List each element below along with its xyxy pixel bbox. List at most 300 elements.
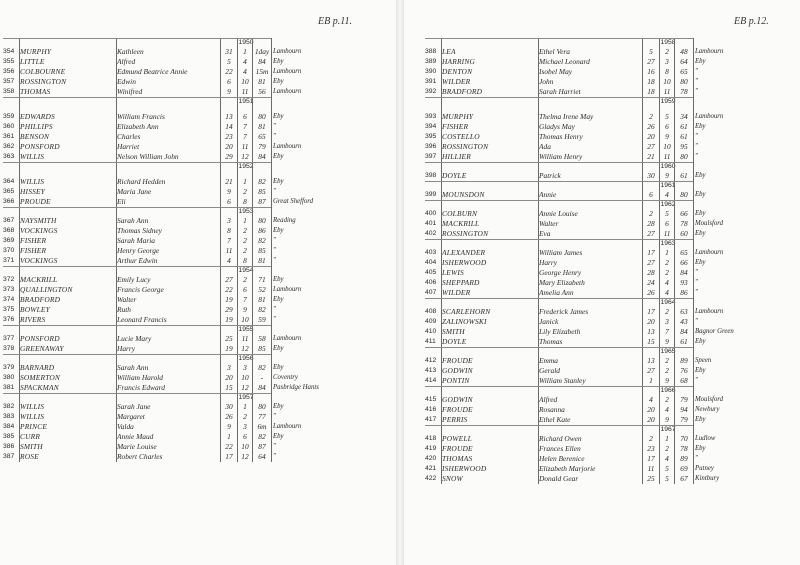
year-heading bbox=[425, 38, 745, 47]
entry-number: 394 bbox=[425, 123, 437, 130]
year-label: 1966 bbox=[660, 387, 676, 394]
entry-number: 357 bbox=[3, 78, 15, 85]
age-cell: 84 bbox=[680, 327, 688, 336]
surname-cell: ROSSINGTON bbox=[442, 142, 489, 151]
month-cell: 10 bbox=[241, 373, 249, 382]
surname-cell: SOMERTON bbox=[20, 373, 61, 382]
register-row bbox=[3, 373, 323, 383]
month-cell: 4 bbox=[665, 288, 669, 297]
entry-number: 374 bbox=[3, 296, 15, 303]
forenames-cell: Lucie Mary bbox=[117, 334, 152, 343]
forenames-cell: Nelson William John bbox=[117, 152, 179, 161]
month-cell: 4 bbox=[665, 190, 669, 199]
day-cell: 20 bbox=[225, 142, 233, 151]
age-cell: 60 bbox=[680, 229, 688, 238]
abode-cell: " bbox=[695, 289, 698, 296]
month-cell: 2 bbox=[665, 258, 669, 267]
abode-cell: Eby bbox=[273, 78, 284, 85]
day-cell: 25 bbox=[225, 334, 233, 343]
entry-number: 403 bbox=[425, 249, 437, 256]
forenames-cell: Henry George bbox=[117, 246, 160, 255]
page-reference: EB p.12. bbox=[734, 16, 769, 27]
surname-cell: HARRING bbox=[442, 57, 476, 66]
entry-number: 369 bbox=[3, 237, 15, 244]
year-heading bbox=[425, 425, 745, 434]
day-cell: 21 bbox=[647, 152, 655, 161]
forenames-cell: Sarah Jane bbox=[117, 402, 151, 411]
surname-cell: BENSON bbox=[20, 132, 50, 141]
register-row bbox=[3, 334, 323, 344]
age-cell: 63 bbox=[680, 307, 688, 316]
year-heading bbox=[425, 298, 745, 307]
year-rule bbox=[425, 200, 693, 201]
forenames-cell: Mary Elizabeth bbox=[539, 278, 585, 287]
abode-cell: Eby bbox=[273, 113, 284, 120]
entry-number: 386 bbox=[3, 443, 15, 450]
forenames-cell: Ethel Vera bbox=[539, 47, 570, 56]
surname-cell: FISHER bbox=[20, 246, 47, 255]
entry-number: 414 bbox=[425, 377, 437, 384]
day-cell: 26 bbox=[647, 122, 655, 131]
entry-number: 412 bbox=[425, 357, 437, 364]
month-cell: 6 bbox=[243, 112, 247, 121]
day-cell: 8 bbox=[227, 226, 231, 235]
month-cell: 10 bbox=[241, 77, 249, 86]
forenames-cell: William James bbox=[539, 248, 583, 257]
surname-cell: SCARLEHORN bbox=[442, 307, 491, 316]
forenames-cell: Charles bbox=[117, 132, 141, 141]
year-heading bbox=[425, 162, 745, 171]
column-rule bbox=[642, 38, 643, 484]
forenames-cell: Annie bbox=[539, 190, 557, 199]
register-row bbox=[425, 405, 745, 415]
abode-cell: Eby bbox=[695, 259, 706, 266]
age-cell: 84 bbox=[258, 152, 266, 161]
year-rule bbox=[425, 425, 693, 426]
forenames-cell: Margaret bbox=[117, 412, 145, 421]
month-cell: 2 bbox=[243, 236, 247, 245]
day-cell: 27 bbox=[647, 142, 655, 151]
abode-cell: Eby bbox=[273, 276, 284, 283]
entry-number: 380 bbox=[3, 374, 15, 381]
day-cell: 19 bbox=[225, 344, 233, 353]
surname-cell: SNOW bbox=[442, 474, 463, 483]
forenames-cell: William Henry bbox=[539, 152, 583, 161]
forenames-cell: Thomas Sidney bbox=[117, 226, 162, 235]
age-cell: 94 bbox=[680, 405, 688, 414]
surname-cell: ISHERWOOD bbox=[442, 464, 487, 473]
forenames-cell: Walter bbox=[539, 219, 559, 228]
age-cell: 80 bbox=[680, 190, 688, 199]
entry-number: 384 bbox=[3, 423, 15, 430]
day-cell: 6 bbox=[227, 197, 231, 206]
age-cell: - bbox=[260, 373, 264, 382]
age-cell: 65 bbox=[258, 132, 266, 141]
column-rule bbox=[252, 38, 253, 462]
column-rule bbox=[116, 38, 117, 462]
day-cell: 28 bbox=[647, 219, 655, 228]
day-cell: 22 bbox=[225, 285, 233, 294]
surname-cell: PROUDE bbox=[20, 197, 51, 206]
abode-cell: Eby bbox=[273, 403, 284, 410]
abode-cell: Eby bbox=[695, 210, 706, 217]
age-cell: 61 bbox=[680, 171, 688, 180]
month-cell: 2 bbox=[243, 246, 247, 255]
register-row bbox=[3, 275, 323, 285]
column-rule bbox=[441, 38, 442, 484]
year-label: 1956 bbox=[238, 355, 254, 362]
register-row bbox=[3, 47, 323, 57]
forenames-cell: Annie Maud bbox=[117, 432, 154, 441]
age-cell: 85 bbox=[258, 187, 266, 196]
month-cell: 9 bbox=[665, 171, 669, 180]
abode-cell: Lambourn bbox=[273, 48, 302, 55]
register-row bbox=[425, 434, 745, 444]
abode-cell: Reading bbox=[273, 217, 296, 224]
abode-cell: Moulsford bbox=[695, 220, 724, 227]
abode-cell: " bbox=[695, 318, 698, 325]
register-row bbox=[3, 132, 323, 142]
surname-cell: PONSFORD bbox=[20, 334, 60, 343]
column-rule bbox=[693, 38, 694, 484]
day-cell: 18 bbox=[647, 87, 655, 96]
age-cell: 76 bbox=[680, 366, 688, 375]
register-row bbox=[3, 152, 323, 162]
forenames-cell: Frances Ellen bbox=[539, 444, 581, 453]
surname-cell: ROSE bbox=[20, 452, 39, 461]
month-cell: 1 bbox=[665, 248, 669, 257]
surname-cell: NAYSMITH bbox=[20, 216, 57, 225]
age-cell: 68 bbox=[680, 376, 688, 385]
register-row bbox=[3, 87, 323, 97]
surname-cell: ZALINOWSKI bbox=[442, 317, 487, 326]
year-label: 1964 bbox=[660, 299, 676, 306]
entry-number: 368 bbox=[3, 227, 15, 234]
year-rule bbox=[425, 162, 693, 163]
age-cell: 80 bbox=[680, 77, 688, 86]
day-cell: 19 bbox=[225, 295, 233, 304]
month-cell: 9 bbox=[243, 305, 247, 314]
day-cell: 11 bbox=[225, 246, 233, 255]
month-cell: 12 bbox=[241, 152, 249, 161]
day-cell: 5 bbox=[649, 47, 653, 56]
day-cell: 22 bbox=[225, 442, 233, 451]
abode-cell: Lambourn bbox=[273, 423, 302, 430]
forenames-cell: Lily Elizabeth bbox=[539, 327, 581, 336]
abode-cell: Lambourn bbox=[273, 286, 302, 293]
surname-cell: COLBOURNE bbox=[20, 67, 66, 76]
abode-cell: Eby bbox=[273, 153, 284, 160]
entry-number: 397 bbox=[425, 153, 437, 160]
age-cell: 82 bbox=[258, 177, 266, 186]
entry-number: 393 bbox=[425, 113, 437, 120]
day-cell: 15 bbox=[225, 383, 233, 392]
month-cell: 2 bbox=[665, 444, 669, 453]
abode-cell: " bbox=[695, 78, 698, 85]
day-cell: 5 bbox=[227, 57, 231, 66]
month-cell: 4 bbox=[665, 454, 669, 463]
entry-number: 392 bbox=[425, 88, 437, 95]
month-cell: 4 bbox=[665, 405, 669, 414]
forenames-cell: Thomas bbox=[539, 337, 563, 346]
abode-cell: " bbox=[695, 455, 698, 462]
year-rule bbox=[425, 386, 693, 387]
column-rule bbox=[237, 38, 238, 462]
year-rule bbox=[425, 38, 693, 39]
forenames-cell: Marie Louise bbox=[117, 442, 157, 451]
year-rule bbox=[425, 298, 693, 299]
month-cell: 10 bbox=[241, 442, 249, 451]
year-heading bbox=[3, 266, 323, 275]
year-heading bbox=[3, 207, 323, 216]
age-cell: 65 bbox=[680, 67, 688, 76]
register-row bbox=[3, 177, 323, 187]
surname-cell: DOYLE bbox=[442, 171, 467, 180]
age-cell: 79 bbox=[680, 395, 688, 404]
register-row bbox=[425, 152, 745, 162]
age-cell: 71 bbox=[258, 275, 266, 284]
abode-cell: Lambourn bbox=[273, 143, 302, 150]
register-row bbox=[425, 219, 745, 229]
abode-cell: " bbox=[273, 306, 276, 313]
month-cell: 12 bbox=[241, 344, 249, 353]
entry-number: 389 bbox=[425, 58, 437, 65]
abode-cell: " bbox=[273, 123, 276, 130]
surname-cell: PRINCE bbox=[20, 422, 48, 431]
month-cell: 3 bbox=[665, 317, 669, 326]
year-heading bbox=[3, 162, 323, 171]
day-cell: 3 bbox=[227, 216, 231, 225]
abode-cell: " bbox=[695, 143, 698, 150]
day-cell: 1 bbox=[649, 376, 653, 385]
year-label: 1958 bbox=[660, 39, 676, 46]
abode-cell: Kintbury bbox=[695, 475, 720, 482]
register-row bbox=[425, 142, 745, 152]
register-row bbox=[3, 236, 323, 246]
column-rule bbox=[659, 38, 660, 484]
forenames-cell: Gerald bbox=[539, 366, 560, 375]
age-cell: 78 bbox=[680, 219, 688, 228]
year-label: 1950 bbox=[238, 39, 254, 46]
register-row bbox=[3, 442, 323, 452]
month-cell: 2 bbox=[665, 356, 669, 365]
day-cell: 7 bbox=[227, 236, 231, 245]
month-cell: 5 bbox=[665, 112, 669, 121]
month-cell: 12 bbox=[241, 452, 249, 461]
abode-cell: Lambourn bbox=[273, 335, 302, 342]
entry-number: 358 bbox=[3, 88, 15, 95]
month-cell: 8 bbox=[243, 197, 247, 206]
age-cell: 80 bbox=[680, 152, 688, 161]
forenames-cell: Francis George bbox=[117, 285, 164, 294]
age-cell: 89 bbox=[680, 454, 688, 463]
entry-number: 408 bbox=[425, 308, 437, 315]
month-cell: 2 bbox=[243, 275, 247, 284]
month-cell: 7 bbox=[243, 122, 247, 131]
register-row bbox=[3, 422, 323, 432]
forenames-cell: Francis Edward bbox=[117, 383, 165, 392]
age-cell: 65 bbox=[680, 248, 688, 257]
forenames-cell: Edwin bbox=[117, 77, 136, 86]
abode-cell: Lambourn bbox=[695, 308, 724, 315]
abode-cell: Eby bbox=[695, 58, 706, 65]
entry-number: 388 bbox=[425, 48, 437, 55]
surname-cell: PHILLIPS bbox=[20, 122, 53, 131]
day-cell: 29 bbox=[225, 152, 233, 161]
year-heading bbox=[3, 325, 323, 334]
month-cell: 4 bbox=[665, 278, 669, 287]
year-heading bbox=[425, 97, 745, 106]
surname-cell: WILLIS bbox=[20, 177, 45, 186]
register-row bbox=[425, 190, 745, 200]
forenames-cell: Leonard Francis bbox=[117, 315, 167, 324]
day-cell: 17 bbox=[647, 454, 655, 463]
year-heading bbox=[3, 354, 323, 363]
age-cell: 85 bbox=[258, 246, 266, 255]
month-cell: 6 bbox=[665, 219, 669, 228]
entry-number: 372 bbox=[3, 276, 15, 283]
surname-cell: HILLIER bbox=[442, 152, 471, 161]
entry-number: 382 bbox=[3, 403, 15, 410]
day-cell: 20 bbox=[647, 317, 655, 326]
forenames-cell: Alfred bbox=[117, 57, 136, 66]
year-heading bbox=[425, 181, 745, 190]
day-cell: 9 bbox=[227, 187, 231, 196]
abode-cell: Lambourn bbox=[273, 68, 302, 75]
abode-cell: Bagnor Green bbox=[695, 328, 734, 335]
month-cell: 11 bbox=[663, 229, 671, 238]
forenames-cell: Ada bbox=[539, 142, 551, 151]
entry-number: 390 bbox=[425, 68, 437, 75]
entry-number: 391 bbox=[425, 78, 437, 85]
entry-number: 373 bbox=[3, 286, 15, 293]
surname-cell: SHEPPARD bbox=[442, 278, 480, 287]
year-rule bbox=[425, 347, 693, 348]
age-cell: 82 bbox=[258, 363, 266, 372]
surname-cell: ALEXANDER bbox=[442, 248, 486, 257]
year-heading bbox=[3, 393, 323, 402]
abode-cell: " bbox=[695, 377, 698, 384]
age-cell: 82 bbox=[258, 432, 266, 441]
forenames-cell: Ruth bbox=[117, 305, 131, 314]
day-cell: 20 bbox=[647, 405, 655, 414]
abode-cell: Speen bbox=[695, 357, 712, 364]
entry-number: 376 bbox=[3, 316, 15, 323]
register-row bbox=[3, 142, 323, 152]
register-row bbox=[425, 307, 745, 317]
entry-number: 421 bbox=[425, 465, 437, 472]
forenames-cell: Patrick bbox=[539, 171, 561, 180]
forenames-cell: Thomas Henry bbox=[539, 132, 583, 141]
forenames-cell: John bbox=[539, 77, 554, 86]
age-cell: 67 bbox=[680, 474, 688, 483]
month-cell: 9 bbox=[665, 415, 669, 424]
register-row bbox=[3, 216, 323, 226]
abode-cell: Lambourn bbox=[695, 249, 724, 256]
forenames-cell: Isobel May bbox=[539, 67, 573, 76]
page-reference: EB p.11. bbox=[318, 16, 352, 27]
surname-cell: MOUNSDON bbox=[442, 190, 485, 199]
abode-cell: " bbox=[695, 153, 698, 160]
register-row bbox=[3, 402, 323, 412]
entry-number: 404 bbox=[425, 259, 437, 266]
forenames-cell: Sarah Ann bbox=[117, 363, 149, 372]
year-label: 1951 bbox=[238, 98, 254, 105]
surname-cell: WILLIS bbox=[20, 412, 45, 421]
surname-cell: FROUDE bbox=[442, 405, 473, 414]
entry-number: 381 bbox=[3, 384, 15, 391]
day-cell: 27 bbox=[647, 229, 655, 238]
month-cell: 11 bbox=[241, 142, 249, 151]
day-cell: 20 bbox=[647, 132, 655, 141]
month-cell: 4 bbox=[243, 67, 247, 76]
day-cell: 23 bbox=[647, 444, 655, 453]
age-cell: 87 bbox=[258, 442, 266, 451]
day-cell: 27 bbox=[647, 258, 655, 267]
month-cell: 8 bbox=[243, 256, 247, 265]
register-row bbox=[425, 122, 745, 132]
year-rule bbox=[3, 354, 271, 355]
abode-cell: Eby bbox=[273, 433, 284, 440]
year-label: 1955 bbox=[238, 326, 254, 333]
register-row bbox=[3, 452, 323, 462]
surname-cell: COLBURN bbox=[442, 209, 478, 218]
surname-cell: PERRIS bbox=[442, 415, 468, 424]
register-row bbox=[425, 87, 745, 97]
month-cell: 1 bbox=[243, 216, 247, 225]
register-row bbox=[425, 112, 745, 122]
month-cell: 11 bbox=[663, 152, 671, 161]
abode-cell: Newbury bbox=[695, 406, 720, 413]
forenames-cell: Eva bbox=[539, 229, 551, 238]
entry-number: 375 bbox=[3, 306, 15, 313]
day-cell: 20 bbox=[225, 373, 233, 382]
day-cell: 27 bbox=[225, 275, 233, 284]
entry-number: 366 bbox=[3, 198, 15, 205]
surname-cell: FROUDE bbox=[442, 444, 473, 453]
month-cell: 5 bbox=[665, 474, 669, 483]
age-cell: 80 bbox=[258, 112, 266, 121]
year-rule bbox=[3, 38, 271, 39]
day-cell: 13 bbox=[225, 112, 233, 121]
forenames-cell: Harriet bbox=[117, 142, 140, 151]
surname-cell: MURPHY bbox=[442, 112, 474, 121]
abode-cell: Great Shefford bbox=[273, 198, 314, 205]
abode-cell: Eby bbox=[273, 345, 284, 352]
year-rule bbox=[425, 181, 693, 182]
register-row bbox=[425, 258, 745, 268]
month-cell: 7 bbox=[665, 327, 669, 336]
register-row bbox=[3, 412, 323, 422]
surname-cell: WILLIS bbox=[20, 152, 45, 161]
day-cell: 6 bbox=[649, 190, 653, 199]
day-cell: 29 bbox=[225, 305, 233, 314]
entry-number: 361 bbox=[3, 133, 15, 140]
abode-cell: Ludlow bbox=[695, 435, 716, 442]
day-cell: 30 bbox=[647, 171, 655, 180]
register-row bbox=[3, 363, 323, 373]
month-cell: 7 bbox=[243, 295, 247, 304]
entry-number: 395 bbox=[425, 133, 437, 140]
month-cell: 6 bbox=[243, 285, 247, 294]
abode-cell: Eby bbox=[695, 338, 706, 345]
year-label: 1961 bbox=[660, 182, 676, 189]
surname-cell: RIVERS bbox=[20, 315, 46, 324]
register-row bbox=[3, 295, 323, 305]
month-cell: 2 bbox=[665, 268, 669, 277]
age-cell: 86 bbox=[680, 288, 688, 297]
column-rule bbox=[538, 38, 539, 484]
